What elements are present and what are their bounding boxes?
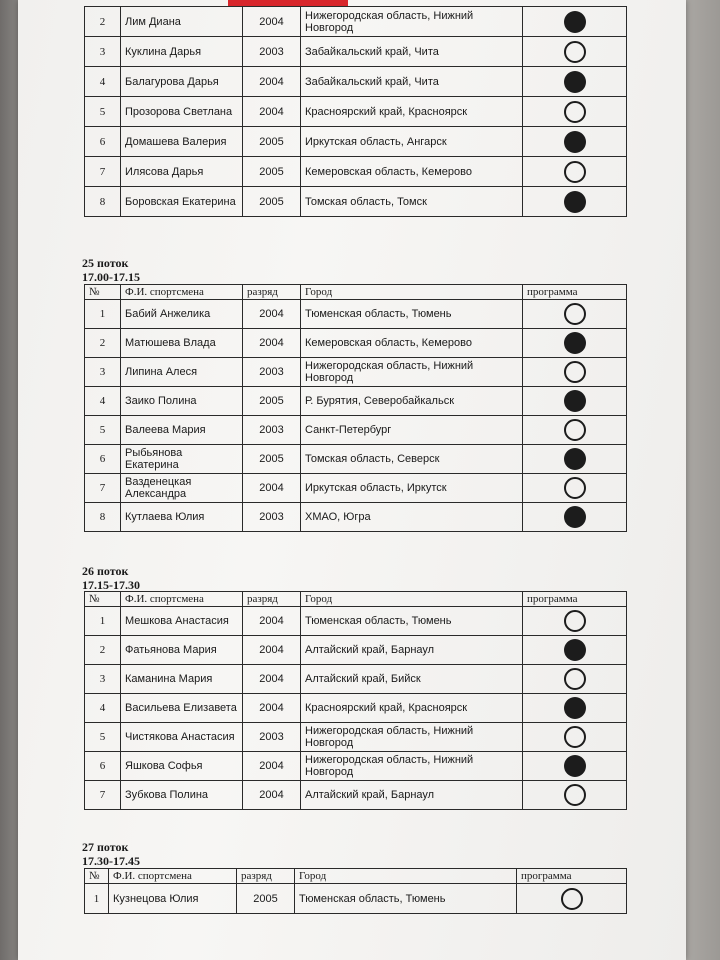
athlete-year: 2003 [243, 37, 301, 67]
filled-circle-icon [564, 71, 586, 93]
program-mark [523, 97, 627, 127]
program-mark [523, 37, 627, 67]
athlete-name: Зубкова Полина [121, 781, 243, 810]
program-mark [523, 127, 627, 157]
row-number: 4 [85, 694, 121, 723]
athlete-name: Липина Алеся [121, 358, 243, 387]
table-row [85, 474, 627, 503]
row-number: 6 [85, 752, 121, 781]
athlete-name: Домашева Валерия [121, 127, 243, 157]
roster-body [85, 884, 627, 914]
program-mark [523, 329, 627, 358]
program-mark [523, 607, 627, 636]
athlete-year: 2004 [243, 665, 301, 694]
row-number: 8 [85, 187, 121, 217]
table-row [85, 445, 627, 474]
filled-circle-icon [564, 131, 586, 153]
header-name: Ф.И. спортсмена [121, 285, 243, 300]
filled-circle-icon [564, 697, 586, 719]
row-number: 1 [85, 607, 121, 636]
row-number: 5 [85, 723, 121, 752]
program-mark [523, 503, 627, 532]
section-title: 25 поток [82, 256, 129, 270]
athlete-year: 2004 [243, 67, 301, 97]
athlete-city: Томская область, Томск [301, 187, 523, 217]
table-row [85, 67, 627, 97]
hollow-circle-icon [564, 726, 586, 748]
program-mark [517, 884, 627, 914]
hollow-circle-icon [564, 784, 586, 806]
program-mark [523, 300, 627, 329]
athlete-name: Чистякова Анастасия [121, 723, 243, 752]
hollow-circle-icon [564, 161, 586, 183]
filled-circle-icon [564, 332, 586, 354]
table-header-row [85, 592, 627, 607]
athlete-city: Красноярский край, Красноярск [301, 694, 523, 723]
table-header-row [85, 285, 627, 300]
table-header-row [85, 869, 627, 884]
row-number: 3 [85, 37, 121, 67]
table-row [85, 884, 627, 914]
table-row [85, 781, 627, 810]
athlete-year: 2004 [243, 474, 301, 503]
section-27-heading [82, 840, 140, 868]
athlete-name: Яшкова Софья [121, 752, 243, 781]
table-row [85, 127, 627, 157]
program-mark [523, 187, 627, 217]
athlete-name: Матюшева Влада [121, 329, 243, 358]
filled-circle-icon [564, 11, 586, 33]
athlete-city: Санкт-Петербург [301, 416, 523, 445]
table-row [85, 329, 627, 358]
row-number: 8 [85, 503, 121, 532]
athlete-name: Каманина Мария [121, 665, 243, 694]
row-number: 2 [85, 329, 121, 358]
athlete-city: Нижегородская область, Нижний Новгород [301, 752, 523, 781]
table-row [85, 416, 627, 445]
row-number: 6 [85, 127, 121, 157]
header-city: Город [301, 285, 523, 300]
row-number: 1 [85, 300, 121, 329]
table-row [85, 694, 627, 723]
header-program: программа [517, 869, 627, 884]
athlete-year: 2004 [243, 607, 301, 636]
header-rank: разряд [237, 869, 295, 884]
section-time: 17.00-17.15 [82, 270, 140, 284]
athlete-name: Илясова Дарья [121, 157, 243, 187]
athlete-name: Бабий Анжелика [121, 300, 243, 329]
athlete-city: Томская область, Северск [301, 445, 523, 474]
athlete-name: Кутлаева Юлия [121, 503, 243, 532]
athlete-city: Нижегородская область, Нижний Новгород [301, 358, 523, 387]
row-number: 3 [85, 665, 121, 694]
header-rank: разряд [243, 592, 301, 607]
athlete-city: Алтайский край, Барнаул [301, 781, 523, 810]
header-program: программа [523, 285, 627, 300]
athlete-year: 2004 [243, 694, 301, 723]
filled-circle-icon [564, 448, 586, 470]
program-mark [523, 781, 627, 810]
athlete-city: Тюменская область, Тюмень [301, 607, 523, 636]
section-26-heading [82, 564, 140, 592]
athlete-year: 2005 [243, 445, 301, 474]
table-row [85, 723, 627, 752]
athlete-year: 2004 [243, 300, 301, 329]
header-num: № [85, 592, 121, 607]
athlete-year: 2005 [243, 187, 301, 217]
athlete-year: 2004 [243, 329, 301, 358]
program-mark [523, 665, 627, 694]
hollow-circle-icon [564, 419, 586, 441]
hollow-circle-icon [564, 303, 586, 325]
table-row [85, 636, 627, 665]
athlete-city: Алтайский край, Барнаул [301, 636, 523, 665]
header-num: № [85, 869, 109, 884]
hollow-circle-icon [564, 41, 586, 63]
table-row [85, 37, 627, 67]
row-number: 2 [85, 7, 121, 37]
athlete-city: Забайкальский край, Чита [301, 37, 523, 67]
program-mark [523, 387, 627, 416]
section-title: 26 поток [82, 564, 129, 578]
header-rank: разряд [243, 285, 301, 300]
hollow-circle-icon [564, 361, 586, 383]
athlete-name: Вазденецкая Александра [121, 474, 243, 503]
athlete-year: 2005 [243, 127, 301, 157]
hollow-circle-icon [564, 668, 586, 690]
table-row [85, 358, 627, 387]
section-title: 27 поток [82, 840, 129, 854]
athlete-year: 2004 [243, 7, 301, 37]
row-number: 5 [85, 416, 121, 445]
row-number: 7 [85, 781, 121, 810]
athlete-city: Нижегородская область, Нижний Новгород [301, 723, 523, 752]
row-number: 7 [85, 157, 121, 187]
athlete-city: ХМАО, Югра [301, 503, 523, 532]
header-name: Ф.И. спортсмена [109, 869, 237, 884]
program-mark [523, 358, 627, 387]
athlete-year: 2004 [243, 781, 301, 810]
athlete-name: Рыбьянова Екатерина [121, 445, 243, 474]
row-number: 3 [85, 358, 121, 387]
row-number: 4 [85, 67, 121, 97]
table-row [85, 607, 627, 636]
athlete-name: Фатьянова Мария [121, 636, 243, 665]
athlete-year: 2003 [243, 723, 301, 752]
filled-circle-icon [564, 390, 586, 412]
athlete-year: 2003 [243, 358, 301, 387]
athlete-name: Васильева Елизавета [121, 694, 243, 723]
table-row [85, 752, 627, 781]
roster-table-26 [84, 591, 627, 810]
table-row [85, 503, 627, 532]
athlete-year: 2004 [243, 636, 301, 665]
athlete-name: Куклина Дарья [121, 37, 243, 67]
athlete-year: 2003 [243, 416, 301, 445]
section-time: 17.15-17.30 [82, 578, 140, 592]
athlete-city: Иркутская область, Ангарск [301, 127, 523, 157]
athlete-year: 2005 [237, 884, 295, 914]
header-program: программа [523, 592, 627, 607]
hollow-circle-icon [564, 101, 586, 123]
athlete-year: 2004 [243, 97, 301, 127]
program-mark [523, 474, 627, 503]
program-mark [523, 67, 627, 97]
table-row [85, 387, 627, 416]
roster-body [85, 300, 627, 532]
athlete-city: Нижегородская область, Нижний Новгород [301, 7, 523, 37]
header-num: № [85, 285, 121, 300]
roster-body [85, 607, 627, 810]
row-number: 4 [85, 387, 121, 416]
athlete-city: Забайкальский край, Чита [301, 67, 523, 97]
athlete-name: Лим Диана [121, 7, 243, 37]
program-mark [523, 636, 627, 665]
table-row [85, 665, 627, 694]
program-mark [523, 752, 627, 781]
athlete-name: Прозорова Светлана [121, 97, 243, 127]
row-number: 7 [85, 474, 121, 503]
section-25-heading [82, 256, 140, 284]
athlete-year: 2005 [243, 157, 301, 187]
section-time: 17.30-17.45 [82, 854, 140, 868]
roster-table-continued [84, 6, 627, 217]
athlete-city: Алтайский край, Бийск [301, 665, 523, 694]
table-row [85, 7, 627, 37]
table-row [85, 157, 627, 187]
table-row [85, 300, 627, 329]
table-row [85, 97, 627, 127]
row-number: 1 [85, 884, 109, 914]
program-mark [523, 723, 627, 752]
roster-table-25 [84, 284, 627, 532]
athlete-name: Мешкова Анастасия [121, 607, 243, 636]
athlete-year: 2005 [243, 387, 301, 416]
header-name: Ф.И. спортсмена [121, 592, 243, 607]
athlete-name: Валеева Мария [121, 416, 243, 445]
row-number: 5 [85, 97, 121, 127]
athlete-city: Иркутская область, Иркутск [301, 474, 523, 503]
filled-circle-icon [564, 506, 586, 528]
program-mark [523, 445, 627, 474]
athlete-year: 2004 [243, 752, 301, 781]
roster-body [85, 7, 627, 217]
athlete-name: Кузнецова Юлия [109, 884, 237, 914]
table-row [85, 187, 627, 217]
athlete-name: Заико Полина [121, 387, 243, 416]
hollow-circle-icon [561, 888, 583, 910]
athlete-name: Балагурова Дарья [121, 67, 243, 97]
athlete-city: Красноярский край, Красноярск [301, 97, 523, 127]
hollow-circle-icon [564, 477, 586, 499]
athlete-city: Кемеровская область, Кемерово [301, 329, 523, 358]
athlete-city: Тюменская область, Тюмень [295, 884, 517, 914]
athlete-city: Тюменская область, Тюмень [301, 300, 523, 329]
filled-circle-icon [564, 639, 586, 661]
athlete-city: Кемеровская область, Кемерово [301, 157, 523, 187]
roster-table-27 [84, 868, 627, 914]
filled-circle-icon [564, 755, 586, 777]
program-mark [523, 7, 627, 37]
row-number: 2 [85, 636, 121, 665]
header-city: Город [301, 592, 523, 607]
program-mark [523, 416, 627, 445]
athlete-name: Боровская Екатерина [121, 187, 243, 217]
hollow-circle-icon [564, 610, 586, 632]
program-mark [523, 157, 627, 187]
program-mark [523, 694, 627, 723]
header-city: Город [295, 869, 517, 884]
athlete-city: Р. Бурятия, Северобайкальск [301, 387, 523, 416]
athlete-year: 2003 [243, 503, 301, 532]
filled-circle-icon [564, 191, 586, 213]
row-number: 6 [85, 445, 121, 474]
